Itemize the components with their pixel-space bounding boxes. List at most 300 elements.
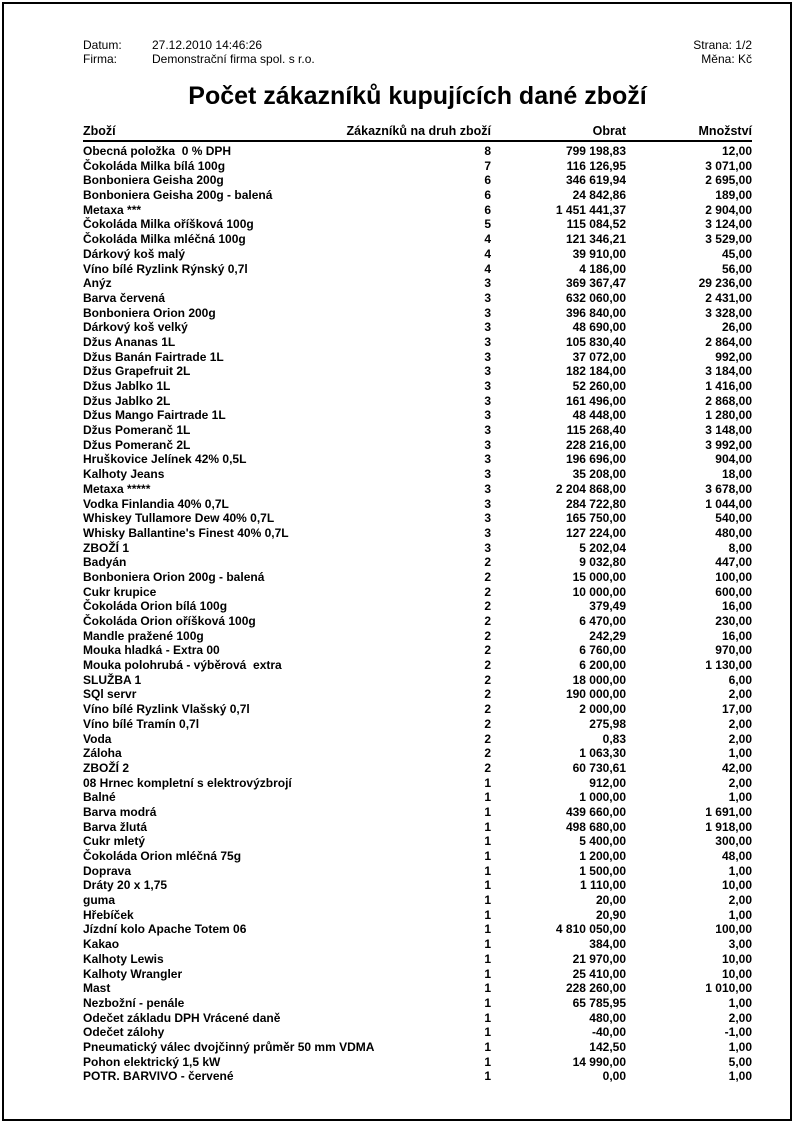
cell-obrat: 2 000,00: [579, 702, 626, 717]
table-row: [83, 291, 752, 306]
cell-zbozi: Záloha: [83, 746, 122, 761]
cell-zakazniku: 3: [484, 437, 491, 452]
cell-zbozi: Čokoláda Orion bílá 100g: [83, 599, 228, 614]
cell-mnozstvi: 447,00: [715, 555, 752, 570]
cell-mnozstvi: 3 184,00: [705, 364, 752, 379]
table-row: [83, 878, 752, 893]
cell-zbozi: Mouka hladká - Extra 00: [83, 643, 220, 658]
cell-obrat: 275,98: [589, 716, 626, 731]
cell-mnozstvi: 2 695,00: [705, 173, 752, 188]
table-row: [83, 217, 752, 232]
cell-obrat: 1 000,00: [579, 790, 626, 805]
cell-zakazniku: 2: [484, 687, 491, 702]
cell-obrat: 39 910,00: [572, 246, 626, 261]
cell-obrat: -40,00: [591, 1025, 626, 1040]
cell-obrat: 48 448,00: [572, 408, 626, 423]
cell-zakazniku: 2: [484, 643, 491, 658]
cell-zakazniku: 3: [484, 467, 491, 482]
table-row: [83, 526, 752, 541]
cell-zakazniku: 1: [484, 849, 491, 863]
cell-zbozi: Kakao: [83, 937, 120, 952]
cell-zakazniku: 2: [484, 760, 491, 775]
cell-zakazniku: 1: [484, 1054, 491, 1069]
page-title: Počet zákazníků kupujících dané zboží: [188, 82, 647, 110]
cell-obrat: 37 072,00: [572, 349, 626, 364]
cell-zakazniku: 3: [484, 525, 491, 540]
cell-zbozi: Odečet základu DPH Vrácené daně: [83, 1010, 281, 1025]
cell-mnozstvi: 100,00: [715, 569, 752, 584]
cell-mnozstvi: 2,00: [728, 775, 752, 790]
meta-datum-line: [83, 38, 315, 52]
table-row: [83, 1025, 752, 1040]
table-row: [83, 438, 752, 453]
cell-zbozi: 08 Hrnec kompletní s elektrovýzbrojí: [83, 775, 292, 790]
table-row: [83, 350, 752, 365]
cell-obrat: 480,00: [589, 1010, 626, 1025]
cell-zakazniku: 1: [484, 819, 491, 834]
cell-zbozi: Dárkový koš malý: [83, 246, 186, 261]
cell-mnozstvi: 3 148,00: [705, 423, 752, 438]
cell-mnozstvi: 2 864,00: [705, 334, 752, 349]
cell-mnozstvi: 300,00: [715, 834, 752, 849]
cell-zakazniku: 6: [484, 188, 491, 203]
cell-zbozi: Džus Mango Fairtrade 1L: [83, 408, 226, 423]
table-row: [83, 570, 752, 585]
cell-mnozstvi: 189,00: [715, 188, 752, 203]
cell-mnozstvi: 230,00: [715, 614, 752, 628]
cell-obrat: 1 063,30: [579, 746, 626, 761]
table-row: [83, 511, 752, 526]
cell-zakazniku: 1: [484, 863, 491, 878]
cell-zakazniku: 4: [484, 232, 491, 247]
table-row: [83, 452, 752, 467]
cell-zbozi: Džus Pomeranč 2L: [83, 437, 191, 452]
table-row: [83, 320, 752, 335]
cell-zakazniku: 2: [484, 658, 491, 673]
cell-mnozstvi: 10,00: [721, 966, 752, 981]
cell-zbozi: Dráty 20 x 1,75: [83, 878, 168, 893]
firma-value: Demonstrační firma spol. s r.o.: [152, 52, 315, 66]
cell-zakazniku: 3: [484, 393, 491, 408]
cell-mnozstvi: 480,00: [715, 525, 752, 540]
cell-zakazniku: 1: [484, 1010, 491, 1025]
cell-zakazniku: 4: [484, 246, 491, 261]
table-header-row: [83, 125, 752, 142]
cell-zakazniku: 3: [484, 276, 491, 291]
table-row: [83, 893, 752, 908]
cell-zbozi: Barva červená: [83, 290, 166, 305]
cell-zakazniku: 1: [484, 937, 491, 952]
cell-zakazniku: 2: [484, 599, 491, 614]
cell-zakazniku: 1: [484, 1069, 491, 1084]
cell-mnozstvi: 1,00: [728, 907, 752, 922]
cell-zakazniku: 3: [484, 320, 491, 335]
cell-obrat: 1 110,00: [579, 878, 626, 893]
cell-obrat: 48 690,00: [572, 320, 626, 335]
cell-mnozstvi: 3 678,00: [705, 481, 752, 496]
table-row: [83, 614, 752, 629]
cell-obrat: 21 970,00: [572, 951, 626, 966]
cell-mnozstvi: 540,00: [715, 511, 752, 526]
table-row: [83, 820, 752, 835]
cell-mnozstvi: 3,00: [728, 937, 752, 952]
cell-mnozstvi: -1,00: [724, 1025, 752, 1040]
cell-mnozstvi: 1,00: [728, 995, 752, 1010]
cell-mnozstvi: 1 918,00: [705, 819, 752, 834]
cell-obrat: 242,29: [589, 628, 626, 643]
cell-mnozstvi: 100,00: [715, 922, 752, 937]
cell-zbozi: Cukr mletý: [83, 834, 146, 849]
cell-obrat: 4 810 050,00: [555, 922, 626, 937]
cell-mnozstvi: 1 130,00: [705, 658, 752, 673]
table-row: [83, 232, 752, 247]
cell-zbozi: Bonboniera Geisha 200g: [83, 173, 224, 188]
table-row: [83, 1011, 752, 1026]
report-table: [83, 125, 752, 1084]
cell-mnozstvi: 5,00: [728, 1054, 752, 1069]
table-row: [83, 423, 752, 438]
cell-zakazniku: 2: [484, 584, 491, 599]
cell-zbozi: Pohon elektrický 1,5 kW: [83, 1054, 221, 1069]
cell-obrat: 384,00: [589, 937, 626, 952]
table-row: [83, 173, 752, 188]
cell-zbozi: Badyán: [83, 555, 127, 570]
cell-zakazniku: 1: [484, 951, 491, 966]
cell-zakazniku: 1: [484, 1039, 491, 1054]
cell-zbozi: Metaxa ***: [83, 202, 142, 217]
table-row: [83, 996, 752, 1011]
cell-zbozi: Whiskey Tullamore Dew 40% 0,7L: [83, 511, 275, 526]
table-row: [83, 497, 752, 512]
cell-obrat: 142,50: [589, 1039, 626, 1054]
table-row: [83, 262, 752, 277]
cell-zbozi: Kalhoty Lewis: [83, 951, 164, 966]
cell-mnozstvi: 12,00: [721, 144, 752, 158]
column-header-obrat: Obrat: [592, 124, 626, 138]
cell-zakazniku: 1: [484, 775, 491, 790]
cell-mnozstvi: 1,00: [728, 790, 752, 805]
table-row: [83, 203, 752, 218]
column-header-zakazniku: Zákazníků na druh zboží: [346, 124, 491, 138]
cell-obrat: 121 346,21: [565, 232, 626, 247]
cell-zbozi: ZBOŽÍ 2: [83, 760, 130, 775]
table-row: [83, 849, 752, 864]
cell-obrat: 10 000,00: [572, 584, 626, 599]
table-row: [83, 379, 752, 394]
cell-mnozstvi: 2 868,00: [705, 393, 752, 408]
cell-mnozstvi: 1 280,00: [705, 408, 752, 423]
cell-obrat: 498 680,00: [565, 819, 626, 834]
cell-zbozi: Víno bílé Tramín 0,7l: [83, 716, 200, 731]
cell-zakazniku: 1: [484, 907, 491, 922]
cell-mnozstvi: 1 044,00: [705, 496, 752, 511]
cell-zakazniku: 4: [484, 261, 491, 276]
cell-zakazniku: 1: [484, 790, 491, 805]
table-row: [83, 967, 752, 982]
cell-obrat: 52 260,00: [572, 379, 626, 393]
cell-zbozi: Hruškovice Jelínek 42% 0,5L: [83, 452, 247, 467]
cell-zbozi: Džus Jablko 2L: [83, 393, 171, 408]
cell-mnozstvi: 970,00: [715, 643, 752, 658]
cell-obrat: 379,49: [589, 599, 626, 614]
table-row: [83, 908, 752, 923]
cell-mnozstvi: 1 416,00: [705, 379, 752, 393]
column-header-mnozstvi: Množství: [698, 124, 752, 138]
cell-obrat: 0,83: [602, 731, 626, 746]
cell-obrat: 439 660,00: [565, 804, 626, 819]
cell-zakazniku: 3: [484, 423, 491, 438]
cell-zakazniku: 1: [484, 834, 491, 849]
cell-zbozi: Bonboniera Geisha 200g - balená: [83, 188, 273, 203]
report-meta: [83, 38, 752, 66]
cell-zbozi: Džus Pomeranč 1L: [83, 423, 191, 438]
cell-mnozstvi: 17,00: [721, 702, 752, 717]
cell-mnozstvi: 1 010,00: [705, 981, 752, 996]
cell-mnozstvi: 29 236,00: [698, 276, 752, 291]
cell-zbozi: Víno bílé Ryzlink Rýnský 0,7l: [83, 261, 248, 276]
cell-zbozi: Bonboniera Orion 200g: [83, 305, 216, 320]
cell-obrat: 105 830,40: [565, 334, 626, 349]
cell-mnozstvi: 992,00: [715, 349, 752, 364]
cell-zbozi: Pneumatický válec dvojčinný průměr 50 mm VDMA: [83, 1039, 375, 1054]
cell-zbozi: Dárkový koš velký: [83, 320, 188, 335]
cell-mnozstvi: 45,00: [721, 246, 752, 261]
table-row: [83, 643, 752, 658]
cell-obrat: 9 032,80: [579, 555, 626, 570]
cell-zakazniku: 2: [484, 672, 491, 687]
cell-zakazniku: 1: [484, 995, 491, 1010]
cell-obrat: 912,00: [589, 775, 626, 790]
cell-zbozi: SQl servr: [83, 687, 137, 702]
table-row: [83, 599, 752, 614]
cell-zbozi: Kalhoty Jeans: [83, 467, 165, 482]
cell-obrat: 20,00: [595, 893, 626, 908]
cell-zakazniku: 3: [484, 408, 491, 423]
cell-zakazniku: 5: [484, 217, 491, 232]
cell-zakazniku: 3: [484, 540, 491, 555]
cell-zakazniku: 2: [484, 702, 491, 717]
cell-zbozi: Mast: [83, 981, 111, 996]
table-row: [83, 585, 752, 600]
cell-zbozi: SLUŽBA 1: [83, 672, 142, 687]
cell-mnozstvi: 8,00: [728, 540, 752, 555]
cell-obrat: 161 496,00: [565, 393, 626, 408]
cell-zakazniku: 1: [484, 981, 491, 996]
cell-zakazniku: 1: [484, 804, 491, 819]
cell-zbozi: Voda: [83, 731, 112, 746]
cell-obrat: 1 451 441,37: [555, 202, 626, 217]
table-row: [83, 276, 752, 291]
cell-zbozi: Cukr krupice: [83, 584, 157, 599]
cell-zbozi: Jízdní kolo Apache Totem 06: [83, 922, 247, 937]
cell-obrat: 116 126,95: [566, 158, 626, 173]
table-row: [83, 467, 752, 482]
cell-obrat: 15 000,00: [572, 569, 626, 584]
table-row: [83, 673, 752, 688]
table-row: [83, 1040, 752, 1055]
cell-zbozi: ZBOŽÍ 1: [83, 540, 130, 555]
cell-zakazniku: 3: [484, 334, 491, 349]
cell-mnozstvi: 2 904,00: [705, 202, 752, 217]
cell-obrat: 35 208,00: [572, 467, 626, 482]
cell-obrat: 0,00: [602, 1069, 626, 1084]
cell-obrat: 115 084,52: [566, 217, 626, 232]
meta-firma-line: [83, 52, 315, 66]
table-row: [83, 658, 752, 673]
cell-mnozstvi: 10,00: [721, 951, 752, 966]
cell-mnozstvi: 16,00: [721, 599, 752, 614]
cell-zakazniku: 1: [484, 1025, 491, 1040]
cell-zakazniku: 6: [484, 202, 491, 217]
cell-zakazniku: 2: [484, 746, 491, 761]
cell-obrat: 799 198,83: [565, 144, 626, 158]
cell-zbozi: Bonboniera Orion 200g - balená: [83, 569, 265, 584]
cell-zakazniku: 2: [484, 569, 491, 584]
cell-mnozstvi: 56,00: [721, 261, 752, 276]
firma-label: Firma:: [83, 52, 117, 66]
cell-zbozi: Vodka Finlandia 40% 0,7L: [83, 496, 229, 511]
cell-obrat: 182 184,00: [565, 364, 626, 379]
table-row: [83, 776, 752, 791]
cell-obrat: 5 400,00: [579, 834, 626, 849]
cell-obrat: 25 410,00: [572, 966, 626, 981]
table-row: [83, 922, 752, 937]
cell-zbozi: Čokoláda Milka bílá 100g: [83, 158, 226, 173]
table-row: [83, 937, 752, 952]
cell-mnozstvi: 10,00: [721, 878, 752, 893]
table-row: [83, 394, 752, 409]
cell-zbozi: Víno bílé Ryzlink Vlašský 0,7l: [83, 702, 250, 717]
cell-zakazniku: 1: [484, 966, 491, 981]
table-row: [83, 732, 752, 747]
table-row: [83, 864, 752, 879]
meta-right: [693, 38, 752, 66]
cell-zakazniku: 1: [484, 893, 491, 908]
cell-obrat: 127 224,00: [565, 525, 626, 540]
table-row: [83, 1069, 752, 1084]
cell-obrat: 1 200,00: [579, 849, 626, 863]
cell-mnozstvi: 18,00: [721, 467, 752, 482]
cell-mnozstvi: 3 992,00: [705, 437, 752, 452]
cell-zakazniku: 3: [484, 511, 491, 526]
cell-zbozi: Čokoláda Orion mléčná 75g: [83, 849, 242, 863]
table-row: [83, 981, 752, 996]
cell-zbozi: Kalhoty Wrangler: [83, 966, 183, 981]
cell-obrat: 632 060,00: [565, 290, 626, 305]
cell-zakazniku: 8: [484, 144, 491, 158]
cell-zbozi: POTR. BARVIVO - červené: [83, 1069, 234, 1084]
datum-value: 27.12.2010 14:46:26: [152, 38, 263, 52]
cell-zbozi: Doprava: [83, 863, 132, 878]
table-row: [83, 952, 752, 967]
report-content: [83, 0, 752, 1084]
cell-obrat: 165 750,00: [565, 511, 626, 526]
cell-zakazniku: 3: [484, 305, 491, 320]
cell-zbozi: Džus Ananas 1L: [83, 334, 176, 349]
cell-zbozi: Whisky Ballantine's Finest 40% 0,7L: [83, 525, 289, 540]
cell-obrat: 6 200,00: [579, 658, 626, 673]
cell-zbozi: Obecná položka 0 % DPH: [83, 144, 232, 158]
cell-zbozi: Džus Banán Fairtrade 1L: [83, 349, 224, 364]
table-row: [83, 687, 752, 702]
cell-obrat: 6 760,00: [579, 643, 626, 658]
cell-mnozstvi: 48,00: [721, 849, 752, 863]
cell-obrat: 6 470,00: [579, 614, 626, 628]
cell-zakazniku: 2: [484, 731, 491, 746]
cell-mnozstvi: 2 431,00: [705, 290, 752, 305]
cell-obrat: 2 204 868,00: [555, 481, 626, 496]
table-row: [83, 834, 752, 849]
table-row: [83, 247, 752, 262]
cell-zakazniku: 2: [484, 614, 491, 628]
cell-obrat: 196 696,00: [565, 452, 626, 467]
cell-zakazniku: 3: [484, 349, 491, 364]
cell-zbozi: Hřebíček: [83, 907, 134, 922]
table-row: [83, 717, 752, 732]
table-row: [83, 188, 752, 203]
cell-mnozstvi: 600,00: [715, 584, 752, 599]
cell-obrat: 4 186,00: [579, 261, 626, 276]
cell-zakazniku: 3: [484, 481, 491, 496]
cell-mnozstvi: 904,00: [715, 452, 752, 467]
table-row: [83, 790, 752, 805]
cell-zakazniku: 2: [484, 628, 491, 643]
table-row: [83, 364, 752, 379]
cell-zbozi: Čokoláda Orion oříšková 100g: [83, 614, 256, 628]
table-row: [83, 555, 752, 570]
cell-zbozi: Balné: [83, 790, 116, 805]
cell-obrat: 18 000,00: [572, 672, 626, 687]
cell-zbozi: Metaxa *****: [83, 481, 151, 496]
cell-obrat: 65 785,95: [572, 995, 626, 1010]
cell-mnozstvi: 1 691,00: [705, 804, 752, 819]
cell-mnozstvi: 3 071,00: [705, 158, 752, 173]
cell-obrat: 24 842,86: [572, 188, 626, 203]
cell-zbozi: guma: [83, 893, 116, 908]
table-row: [83, 408, 752, 423]
cell-zakazniku: 3: [484, 496, 491, 511]
cell-mnozstvi: 3 124,00: [705, 217, 752, 232]
cell-mnozstvi: 2,00: [728, 687, 752, 702]
cell-zakazniku: 3: [484, 290, 491, 305]
cell-obrat: 190 000,00: [565, 687, 626, 702]
cell-obrat: 115 268,40: [566, 423, 626, 438]
cell-obrat: 369 367,47: [565, 276, 626, 291]
table-row: [83, 306, 752, 321]
table-row: [83, 761, 752, 776]
cell-mnozstvi: 1,00: [728, 1069, 752, 1084]
cell-mnozstvi: 2,00: [728, 1010, 752, 1025]
cell-zbozi: Anýz: [83, 276, 112, 291]
table-row: [83, 541, 752, 556]
cell-mnozstvi: 2,00: [728, 893, 752, 908]
column-header-zbozi: Zboží: [83, 124, 116, 138]
cell-obrat: 20,90: [595, 907, 626, 922]
cell-mnozstvi: 2,00: [728, 716, 752, 731]
cell-mnozstvi: 16,00: [721, 628, 752, 643]
cell-mnozstvi: 3 328,00: [705, 305, 752, 320]
cell-zakazniku: 6: [484, 173, 491, 188]
cell-obrat: 346 619,94: [565, 173, 626, 188]
cell-zbozi: Čokoláda Milka oříšková 100g: [83, 217, 254, 232]
cell-zakazniku: 3: [484, 379, 491, 393]
cell-zakazniku: 3: [484, 452, 491, 467]
datum-label: Datum:: [83, 38, 122, 52]
table-row: [83, 629, 752, 644]
cell-zbozi: Nezbožní - penále: [83, 995, 185, 1010]
cell-mnozstvi: 1,00: [728, 863, 752, 878]
cell-obrat: 228 260,00: [565, 981, 626, 996]
